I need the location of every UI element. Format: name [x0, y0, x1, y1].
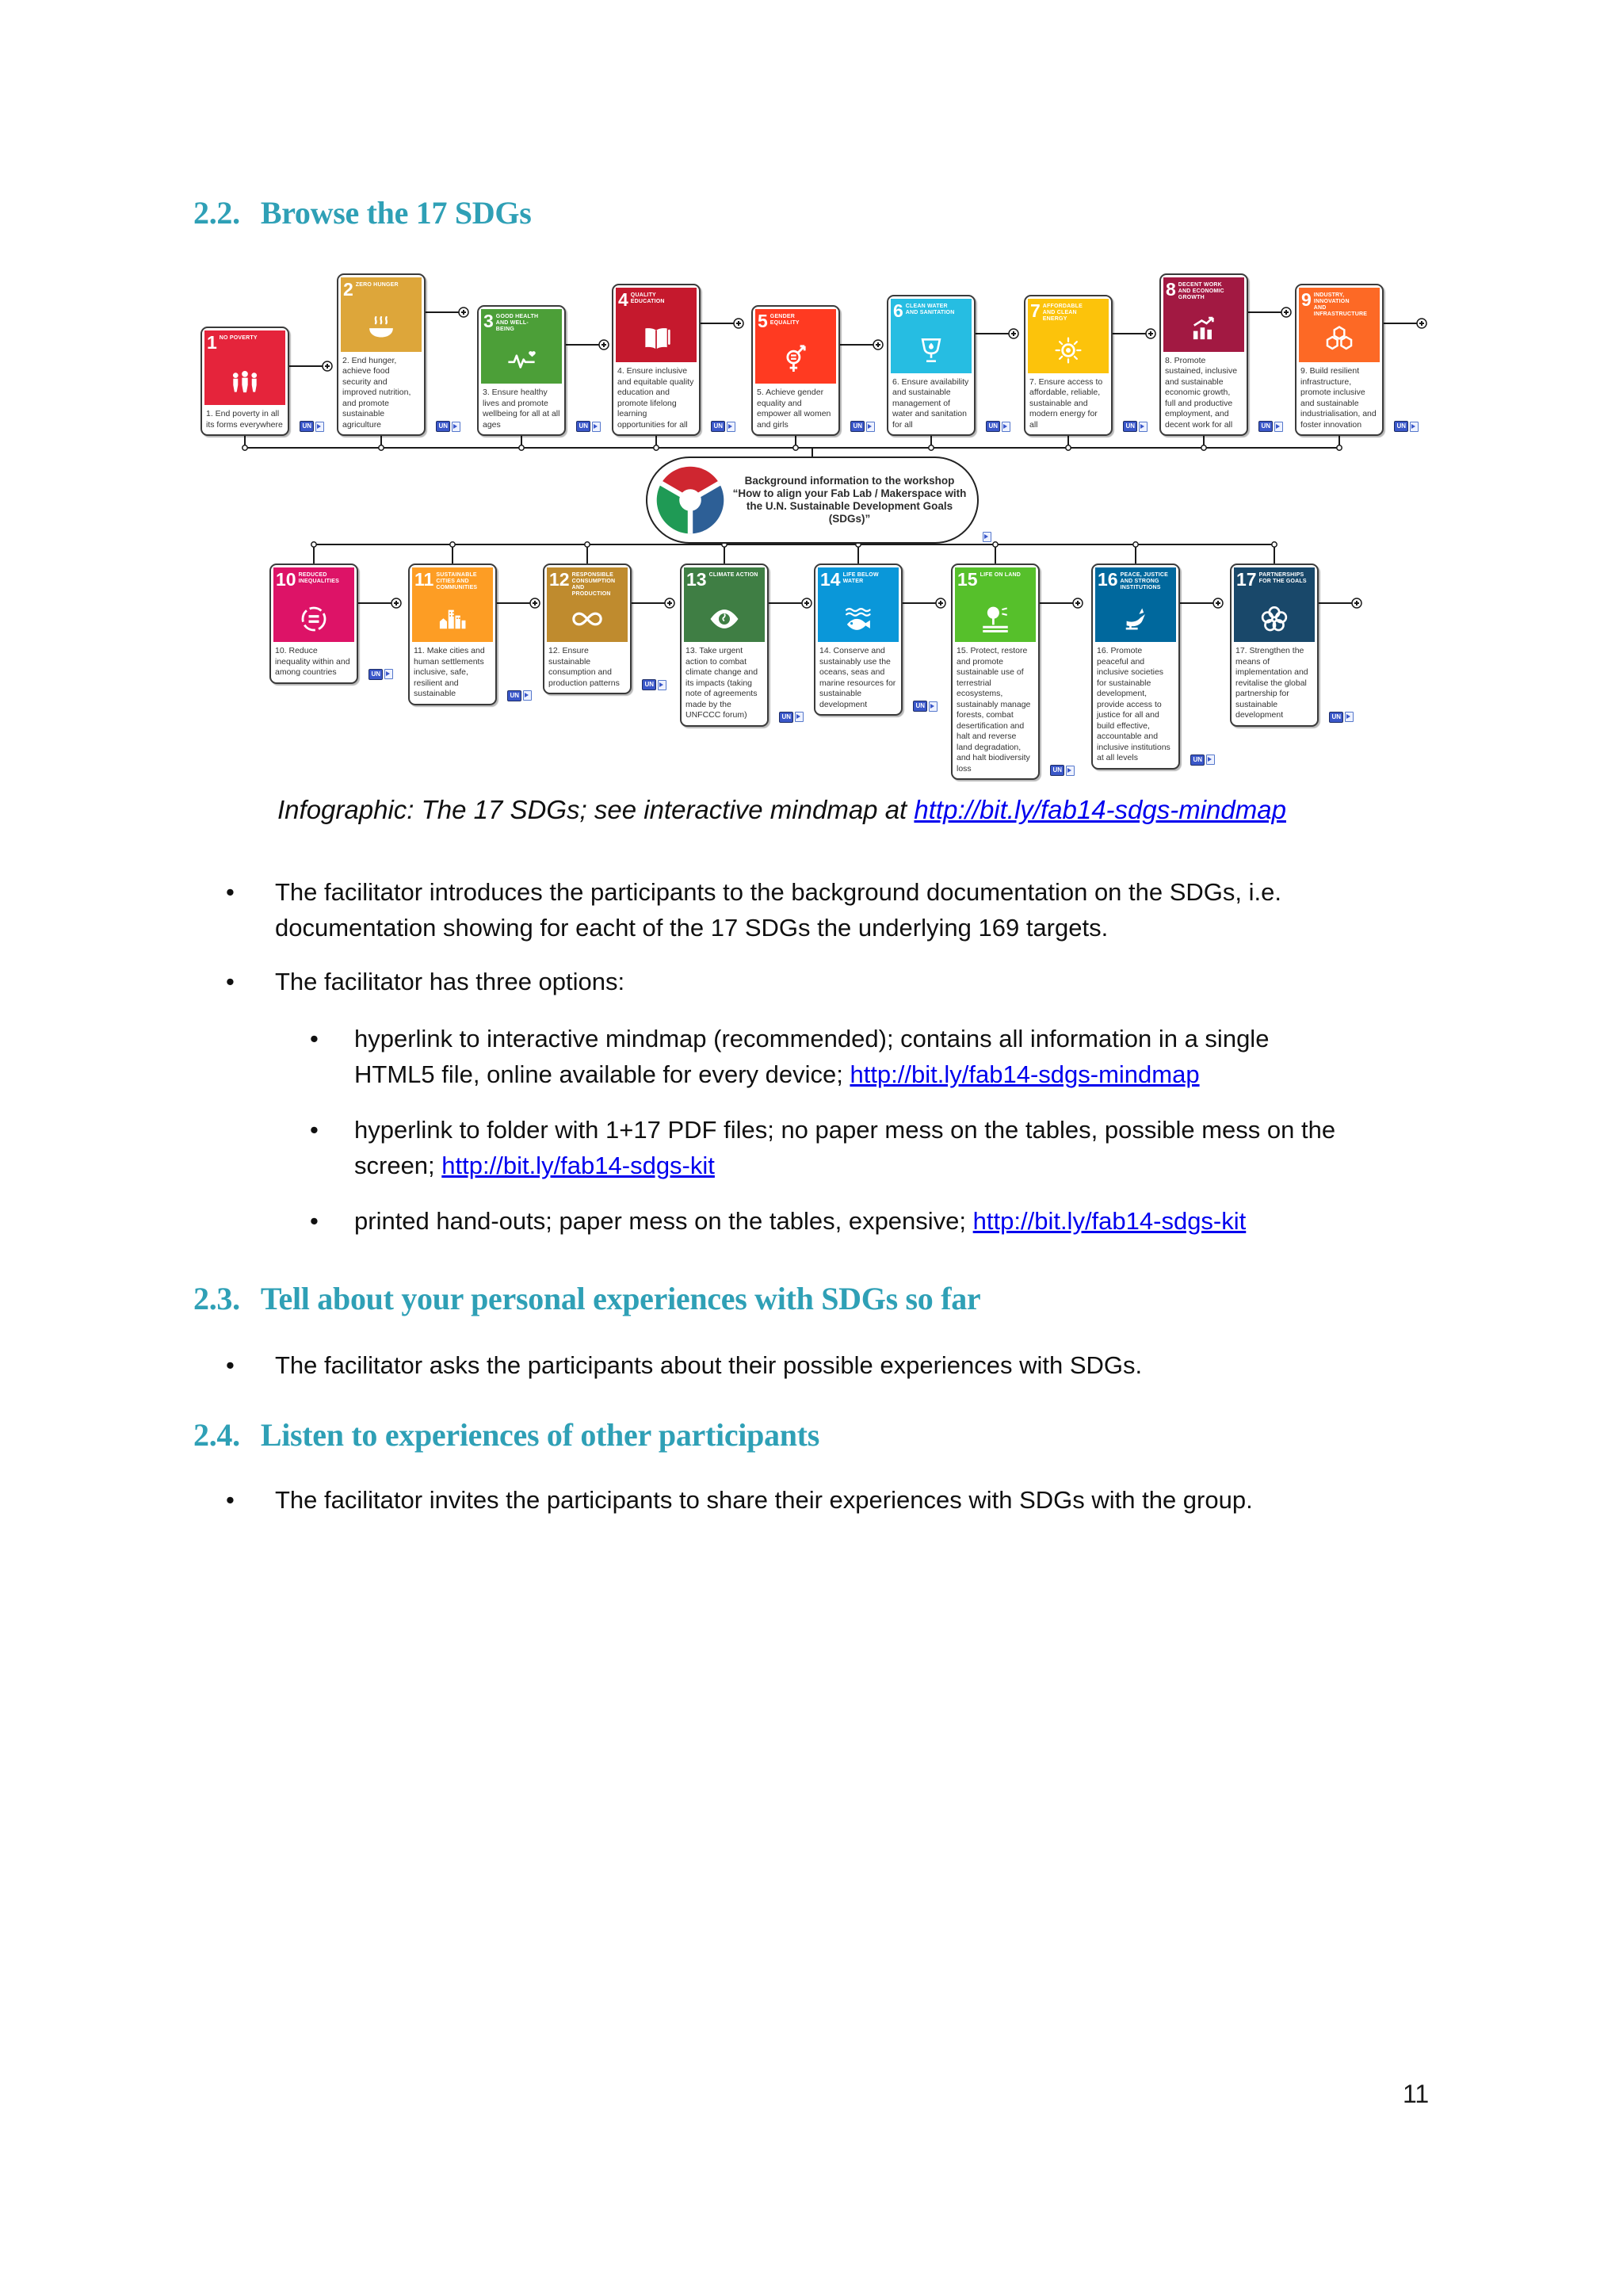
attachment-badge	[369, 669, 393, 680]
sdg-tile-title: GOOD HEALTH AND WELL-BEING	[495, 314, 539, 332]
sdg-description: 7. Ensure access to affordable, reliable, sustainable and modern energy for all	[1029, 376, 1103, 430]
attachment-doc-icon	[1066, 766, 1075, 776]
sdg-description: 11. Make cities and human settlements inclusive, safe, resilient and sustainable	[414, 646, 485, 698]
bullet-item	[226, 1347, 1438, 1383]
sdg-tile-title: CLEAN WATER AND SANITATION	[905, 303, 955, 315]
sdg-number: 2	[343, 278, 353, 300]
mindmap-link[interactable]: http://bit.ly/fab14-sdgs-mindmap	[850, 1060, 1200, 1088]
attachment-badge	[1123, 421, 1148, 432]
sdg-tile-10	[273, 567, 354, 642]
sdg-tile-title: LIFE BELOW WATER	[842, 572, 879, 584]
page-number: 11	[1403, 2080, 1430, 2108]
sub-bullet-text: hyperlink to interactive mindmap (recommended); contains all information in a single HTML5 file, online available for every device;	[354, 1025, 1270, 1088]
caption-text: Infographic: The 17 SDGs; see interactive mindmap at	[277, 795, 915, 824]
sdg-tile-16	[1095, 567, 1176, 642]
equality-icon	[297, 602, 330, 636]
bullet-item	[226, 1482, 1438, 1518]
attachment-badge	[850, 421, 875, 432]
sdg-description: 10. Reduce inequality within and among countries	[275, 646, 350, 677]
sdg-description: 3. Ensure healthy lives and promote wellbeing for all at all ages	[483, 388, 560, 430]
section-heading-2-2	[193, 195, 531, 231]
attachment-doc-icon	[1274, 422, 1283, 432]
bullet-dot	[226, 874, 275, 946]
sdg-description: 15. Protect, restore and promote sustainable use of terrestrial ecosystems, sustainably manage forests, combat desertification and halt and reverse land degradation, and halt biodiversity loss	[957, 646, 1031, 774]
sdg-tile-title: PARTNERSHIPS FOR THE GOALS	[1258, 572, 1307, 584]
un-link-icon: UN	[369, 669, 383, 680]
sdg-number: 10	[276, 569, 296, 590]
attachment-doc-icon	[983, 532, 991, 542]
sdg-description: 4. Ensure inclusive and equitable quality education and promote lifelong learning opportunities for all	[617, 366, 694, 430]
sdgs-kit-link[interactable]: http://bit.ly/fab14-sdgs-kit	[441, 1152, 715, 1179]
attachment-doc-icon	[1345, 712, 1354, 722]
sdg-card-15	[951, 563, 1062, 780]
heading-number: 2.3.	[193, 1281, 240, 1316]
sdg-description: 5. Achieve gender equality and empower all women and girls	[757, 388, 831, 430]
sdg-mindmap-infographic	[103, 278, 1561, 777]
un-link-icon: UN	[436, 421, 450, 432]
sdg-card-8	[1159, 273, 1270, 437]
heading-title: Browse the 17 SDGs	[260, 195, 532, 231]
sub-bullet-text: hyperlink to folder with 1+17 PDF files; no paper mess on the tables, possible mess on the screen;	[354, 1116, 1336, 1179]
attachment-doc-icon	[592, 422, 601, 432]
sdg-tile-1	[204, 330, 285, 405]
sdg-description: 1. End poverty in all its forms everywhere	[206, 409, 283, 430]
sun-icon	[1052, 334, 1085, 367]
bullet-dot	[226, 1482, 275, 1518]
sdg-tile-2	[341, 277, 422, 352]
sdg-card-4	[612, 284, 723, 436]
water-icon	[915, 334, 948, 367]
bullet-dot	[310, 1203, 354, 1239]
sdg-tile-14	[818, 567, 899, 642]
un-link-icon: UN	[986, 421, 1000, 432]
un-link-icon: UN	[300, 421, 314, 432]
sdg-number: 15	[957, 569, 978, 590]
sdg-card-16	[1091, 563, 1202, 770]
attachment-badge	[1329, 712, 1354, 723]
un-link-icon: UN	[642, 679, 656, 690]
sdg-card-11	[408, 563, 519, 705]
attachment-doc-icon	[658, 680, 666, 690]
center-node-text: Background information to the workshop “How to align your Fab Lab / Makerspace with the U.N. Sustainable Development Goals (SDGs)”	[732, 475, 967, 525]
sdg-card-13	[680, 563, 791, 727]
caption-mindmap-link[interactable]: http://bit.ly/fab14-sdgs-mindmap	[914, 795, 1286, 824]
attachment-badge	[986, 421, 1010, 432]
sdg-tile-title: CLIMATE ACTION	[708, 572, 758, 578]
sdg-card-10	[269, 563, 380, 684]
sdg-card-17	[1230, 563, 1341, 727]
sdg-tile-title: PEACE, JUSTICE AND STRONG INSTITUTIONS	[1120, 572, 1168, 590]
sdg-tile-3	[481, 309, 562, 384]
heading-title: Listen to experiences of other participants	[260, 1417, 819, 1453]
sdg-tile-6	[891, 299, 972, 373]
sdg-tile-title: QUALITY EDUCATION	[630, 292, 665, 304]
attachment-badge	[1258, 421, 1283, 432]
sdg-card-9	[1295, 284, 1406, 436]
sdg-tile-title: LIFE ON LAND	[980, 572, 1021, 578]
sdg-number: 16	[1098, 569, 1118, 590]
sdg-description: 17. Strengthen the means of implementation and revitalise the global partnership for sustainable development	[1235, 646, 1308, 720]
growth-icon	[1187, 312, 1220, 346]
attachment-badge	[913, 701, 938, 712]
attachment-doc-icon	[727, 422, 735, 432]
un-link-icon: UN	[1394, 421, 1408, 432]
un-link-icon: UN	[913, 701, 927, 712]
sub-bullet-item	[310, 1021, 1356, 1092]
attachment-doc-icon	[1139, 422, 1148, 432]
sdg-card-14	[814, 563, 925, 716]
heading-title: Tell about your personal experiences with SDGs so far	[260, 1281, 981, 1316]
sdg-number: 13	[686, 569, 707, 590]
sdg-card-2	[337, 273, 448, 437]
rings-icon	[1258, 602, 1291, 636]
dove-icon	[1119, 602, 1152, 636]
attachment-doc-icon	[315, 422, 324, 432]
bullet-text	[354, 1021, 1356, 1092]
un-link-icon: UN	[1258, 421, 1273, 432]
heading-number: 2.4.	[193, 1417, 240, 1453]
attachment-badge	[642, 679, 666, 690]
bullet-item	[226, 874, 1438, 946]
attachment-doc-icon	[523, 690, 532, 701]
sdgs-kit-link[interactable]: http://bit.ly/fab14-sdgs-kit	[972, 1207, 1247, 1235]
sdg-description: 13. Take urgent action to combat climate change and its impacts (taking note of agreements made by the UNFCCC forum)	[685, 646, 758, 720]
sdg-tile-title: NO POVERTY	[219, 335, 258, 341]
cubes-icon	[1323, 323, 1356, 356]
un-link-icon: UN	[576, 421, 590, 432]
sub-bullet-item	[310, 1112, 1356, 1183]
attachment-badge	[300, 421, 324, 432]
attachment-doc-icon	[795, 712, 804, 722]
sdg-tile-title: DECENT WORK AND ECONOMIC GROWTH	[1178, 281, 1224, 300]
sdg-tile-11	[412, 567, 493, 642]
sdg-card-3	[477, 305, 588, 436]
sdg-number: 4	[618, 289, 628, 310]
sdg-number: 14	[820, 569, 841, 590]
sdg-description: 6. Ensure availability and sustainable management of water and sanitation for all	[892, 376, 969, 430]
city-icon	[436, 602, 469, 636]
sdg-description: 2. End hunger, achieve food security and improved nutrition, and promote sustainable agriculture	[342, 355, 411, 430]
un-link-icon: UN	[1190, 755, 1205, 766]
sdg-card-6	[887, 295, 998, 437]
sdg-tile-title: ZERO HUNGER	[355, 281, 399, 288]
sdg-tile-13	[684, 567, 765, 642]
section-heading-2-3	[193, 1281, 980, 1317]
sdg-description: 8. Promote sustained, inclusive and sustainable economic growth, full and productive employment, and decent work for all	[1165, 355, 1238, 430]
heading-number: 2.2.	[193, 195, 240, 231]
attachment-badge	[1394, 421, 1419, 432]
attachment-badge	[436, 421, 460, 432]
un-link-icon: UN	[711, 421, 725, 432]
attachment-badge	[1050, 765, 1075, 776]
sdg-tile-title: RESPONSIBLE CONSUMPTION AND PRODUCTION	[571, 572, 616, 597]
sdg-tile-7	[1028, 299, 1109, 373]
sdg-card-12	[543, 563, 654, 694]
bullet-item	[226, 964, 1438, 999]
bullet-dot	[310, 1112, 354, 1183]
bowl-icon	[365, 312, 398, 346]
attachment-badge	[779, 712, 804, 723]
fablab-logo-icon	[654, 464, 727, 537]
attachment-doc-icon	[866, 422, 875, 432]
sdg-tile-17	[1234, 567, 1315, 642]
un-link-icon: UN	[1123, 421, 1137, 432]
un-link-icon: UN	[1329, 712, 1343, 723]
infinity-icon	[571, 602, 604, 636]
book-icon	[640, 323, 673, 356]
sdg-number: 8	[1166, 278, 1176, 300]
bullet-text	[354, 1203, 1356, 1239]
sdg-tile-15	[955, 567, 1036, 642]
sdg-tile-4	[616, 288, 697, 362]
sdg-number: 6	[893, 300, 903, 321]
workshop-center-node	[646, 457, 979, 544]
sdg-description: 16. Promote peaceful and inclusive societies for sustainable development, provide access to justice for all and build effective, accountable and inclusive institutions at all levels	[1097, 646, 1170, 762]
sdg-tile-8	[1163, 277, 1244, 352]
sdg-tile-title: INDUSTRY, INNOVATION AND INFRASTRUCTURE	[1313, 292, 1368, 317]
sdg-description: 9. Build resilient infrastructure, promote inclusive and sustainable industrialisation, and foster innovation	[1300, 366, 1377, 430]
sdg-tile-title: AFFORDABLE AND CLEAN ENERGY	[1042, 303, 1083, 322]
attachment-badge	[507, 690, 532, 701]
attachment-doc-icon	[1002, 422, 1010, 432]
un-link-icon: UN	[507, 690, 521, 701]
bullet-text: The facilitator invites the participants to share their experiences with SDGs with the group.	[275, 1486, 1253, 1514]
bullet-text: The facilitator asks the participants about their possible experiences with SDGs.	[275, 1351, 1143, 1379]
bullet-text: The facilitator has three options:	[275, 968, 625, 995]
bullet-text: The facilitator introduces the participants to the background documentation on the SDGs, i.e. documentation showing for eacht of the 17 SDGs the underlying 169 targets.	[275, 878, 1282, 942]
attachment-badge	[576, 421, 601, 432]
sub-bullet-text: printed hand-outs; paper mess on the tables, expensive;	[354, 1207, 973, 1235]
sdg-number: 1	[207, 332, 217, 353]
sdg-number: 12	[549, 569, 570, 590]
sdg-tile-title: SUSTAINABLE CITIES AND COMMUNITIES	[436, 572, 478, 590]
sdg-number: 17	[1236, 569, 1257, 590]
un-link-icon: UN	[1050, 765, 1064, 776]
sdg-number: 9	[1301, 289, 1312, 310]
attachment-doc-icon	[929, 701, 938, 712]
attachment-badge	[1190, 755, 1215, 766]
sdg-tile-12	[547, 567, 628, 642]
un-link-icon: UN	[779, 712, 793, 723]
un-link-icon: UN	[850, 421, 865, 432]
fish-icon	[842, 602, 875, 636]
people-icon	[228, 365, 262, 399]
sub-bullet-item	[310, 1203, 1356, 1239]
bullet-dot	[226, 964, 275, 999]
infographic-caption	[277, 793, 1286, 827]
attachment-doc-icon	[452, 422, 460, 432]
tree-icon	[979, 602, 1012, 636]
sdg-tile-5	[755, 309, 836, 384]
bullet-dot	[310, 1021, 354, 1092]
sdg-card-5	[751, 305, 862, 436]
sdg-number: 11	[414, 569, 434, 590]
heartbeat-icon	[505, 344, 538, 377]
sdg-number: 5	[758, 311, 768, 331]
sdg-card-7	[1024, 295, 1135, 437]
attachment-badge	[711, 421, 735, 432]
bullet-dot	[226, 1347, 275, 1383]
attachment-doc-icon	[384, 669, 393, 679]
gender-icon	[779, 344, 812, 377]
sdg-tile-9	[1299, 288, 1380, 362]
sdg-tile-title: REDUCED INEQUALITIES	[298, 572, 339, 584]
sdg-tile-title: GENDER EQUALITY	[769, 314, 800, 326]
sdg-description: 14. Conserve and sustainably use the oceans, seas and marine resources for sustainable development	[819, 646, 896, 709]
bullet-text	[354, 1112, 1356, 1183]
sdg-description: 12. Ensure sustainable consumption and production patterns	[548, 646, 620, 688]
section-heading-2-4	[193, 1417, 819, 1454]
sdg-number: 7	[1030, 300, 1041, 321]
attachment-doc-icon	[1206, 755, 1215, 765]
sdg-number: 3	[483, 311, 494, 331]
attachment-doc-icon	[1410, 422, 1419, 432]
sdg-card-1	[200, 327, 311, 436]
eye-icon	[708, 602, 741, 636]
